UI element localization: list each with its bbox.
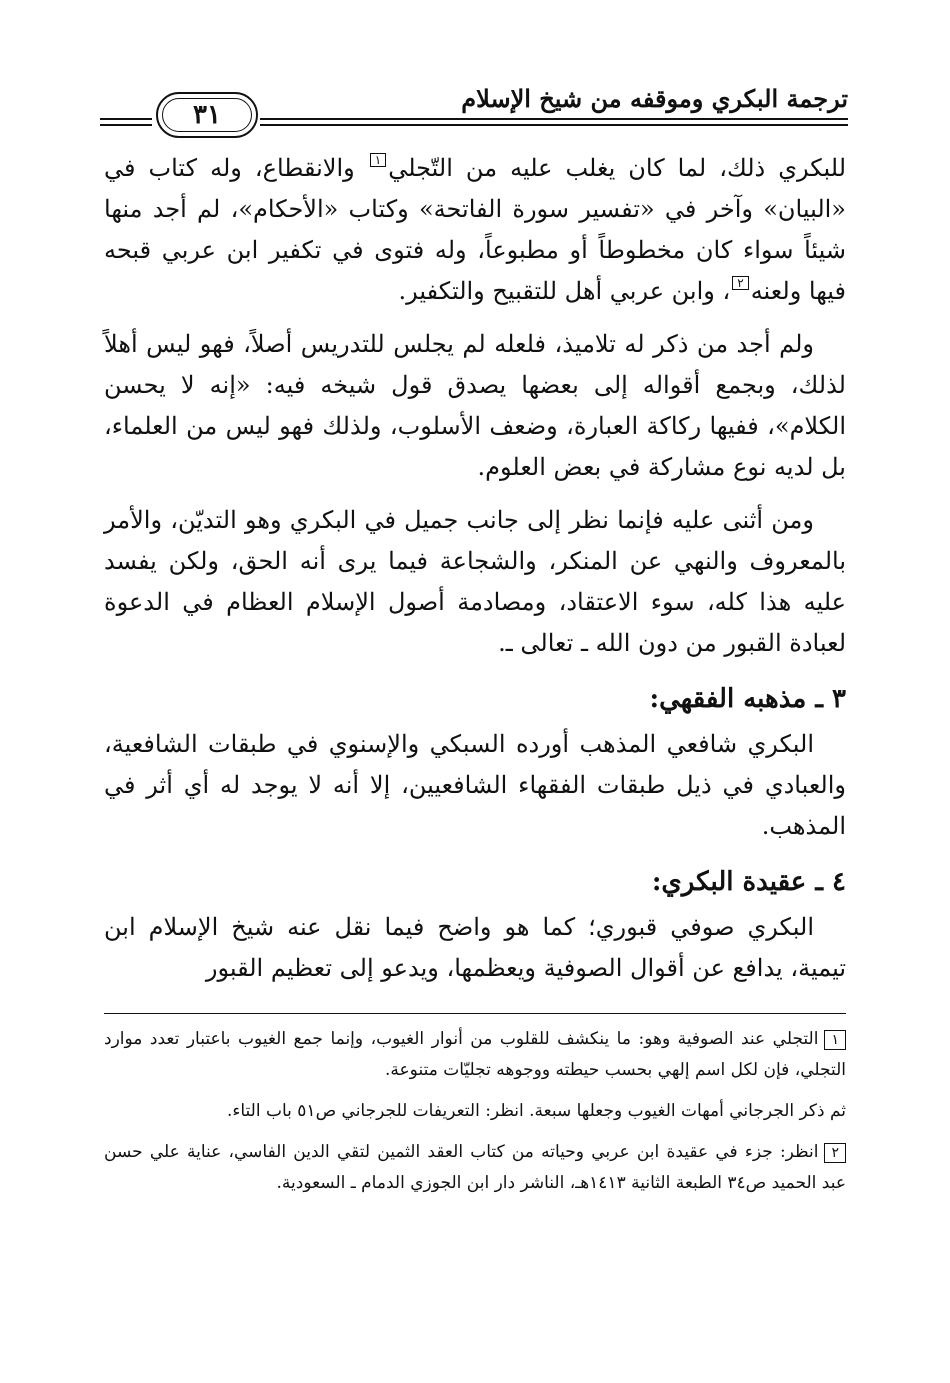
paragraph-1: [104, 148, 846, 312]
header-rule-left-top: [100, 118, 152, 120]
paragraph-2: ولم أجد من ذكر له تلاميذ، فلعله لم يجلس للتدريس أصلاً، فهو ليس أهلاً لذلك، وبجمع أقواله إلى بعضها يصدق قول شيخه فيه: «إنه لا يحسن الكلام»، ففيها ركاكة العبارة، وضعف الأسلوب، ولذلك فهو ليس من العلماء، بل لديه نوع مشاركة في بعض العلوم.: [104, 330, 846, 481]
footnote-1-continuation: ثم ذكر الجرجاني أمهات الغيوب وجعلها سبعة. انظر: التعريفات للجرجاني ص٥١ باب التاء.: [226, 1101, 846, 1121]
header-rule-right-bottom: [260, 124, 848, 126]
main-text: [104, 148, 846, 989]
page-number: ٣١: [193, 100, 221, 130]
running-title: ترجمة البكري وموقفه من شيخ الإسلام: [461, 84, 848, 113]
paragraph-1-part-b: والانقطاع، وله كتاب في «البيان» وآخر في «تفسير سورة الفاتحة» وكتاب «الأحكام»، لم أجد منها شيئاً سواء كان مخطوطاً أو مطبوعاً، وله فتوى في تكفير ابن عربي قبحه فيها ولعنه: [104, 154, 846, 305]
paragraph-1-part-c: ، وابن عربي أهل للتقبيح والتكفير.: [398, 277, 731, 305]
footnote-separator: [104, 1013, 846, 1014]
footnotes: [104, 1024, 846, 1199]
footnote-1: [104, 1024, 846, 1086]
footnote-2: [104, 1137, 846, 1199]
paragraph-1-part-a: للبكري ذلك، لما كان يغلب عليه من التّجلي: [388, 154, 847, 182]
header-rule-left-bottom: [100, 124, 152, 126]
section-heading-3: ٣ ـ مذهبه الفقهي:: [649, 684, 846, 714]
page-header: [100, 82, 848, 138]
paragraph-4: البكري شافعي المذهب أورده السبكي والإسنوي في طبقات الشافعية، والعبادي في ذيل طبقات الفقهاء الشافعيين، إلا أنه لا يوجد له أي أثر في المذهب.: [104, 730, 847, 840]
paragraph-5: البكري صوفي قبوري؛ كما هو واضح فيما نقل عنه شيخ الإسلام ابن تيمية، يدافع عن أقوال الصوفية ويعظمها، ويدعو إلى تعظيم القبور: [104, 913, 846, 982]
footnote-2-number: ٢: [824, 1143, 846, 1163]
footnote-1-number: ١: [824, 1030, 846, 1050]
page-number-badge: [156, 92, 258, 138]
header-rule-right-top: [260, 118, 848, 120]
footnote-ref-2[interactable]: ٢: [732, 276, 748, 290]
footnote-2-text: انظر: جزء في عقيدة ابن عربي وحياته من كتاب العقد الثمين لتقي الدين الفاسي، عناية علي حسن عبد الحميد ص٣٤ الطبعة الثانية ١٤١٣هـ، الناشر دار ابن الجوزي الدمام ـ السعودية.: [104, 1142, 846, 1193]
footnote-1-text: التجلي عند الصوفية وهو: ما ينكشف للقلوب من أنوار الغيوب، وإنما جمع الغيوب باعتبار تعدد موارد التجلي، فإن لكل اسم إلهي بحسب حيطته ووجوهه تجليّات متنوعة.: [104, 1029, 846, 1080]
footnote-ref-1[interactable]: ١: [370, 153, 386, 167]
paragraph-3: ومن أثنى عليه فإنما نظر إلى جانب جميل في البكري وهو التديّن، والأمر بالمعروف والنهي عن المنكر، والشجاعة فيما يرى أنه الحق، ولكن يفسد عليه هذا كله، سوء الاعتقاد، ومصادمة أصول الإسلام العظام في الدعوة لعبادة القبور من دون الله ـ تعالى ـ.: [104, 506, 846, 657]
section-heading-4: ٤ ـ عقيدة البكري:: [651, 867, 846, 897]
